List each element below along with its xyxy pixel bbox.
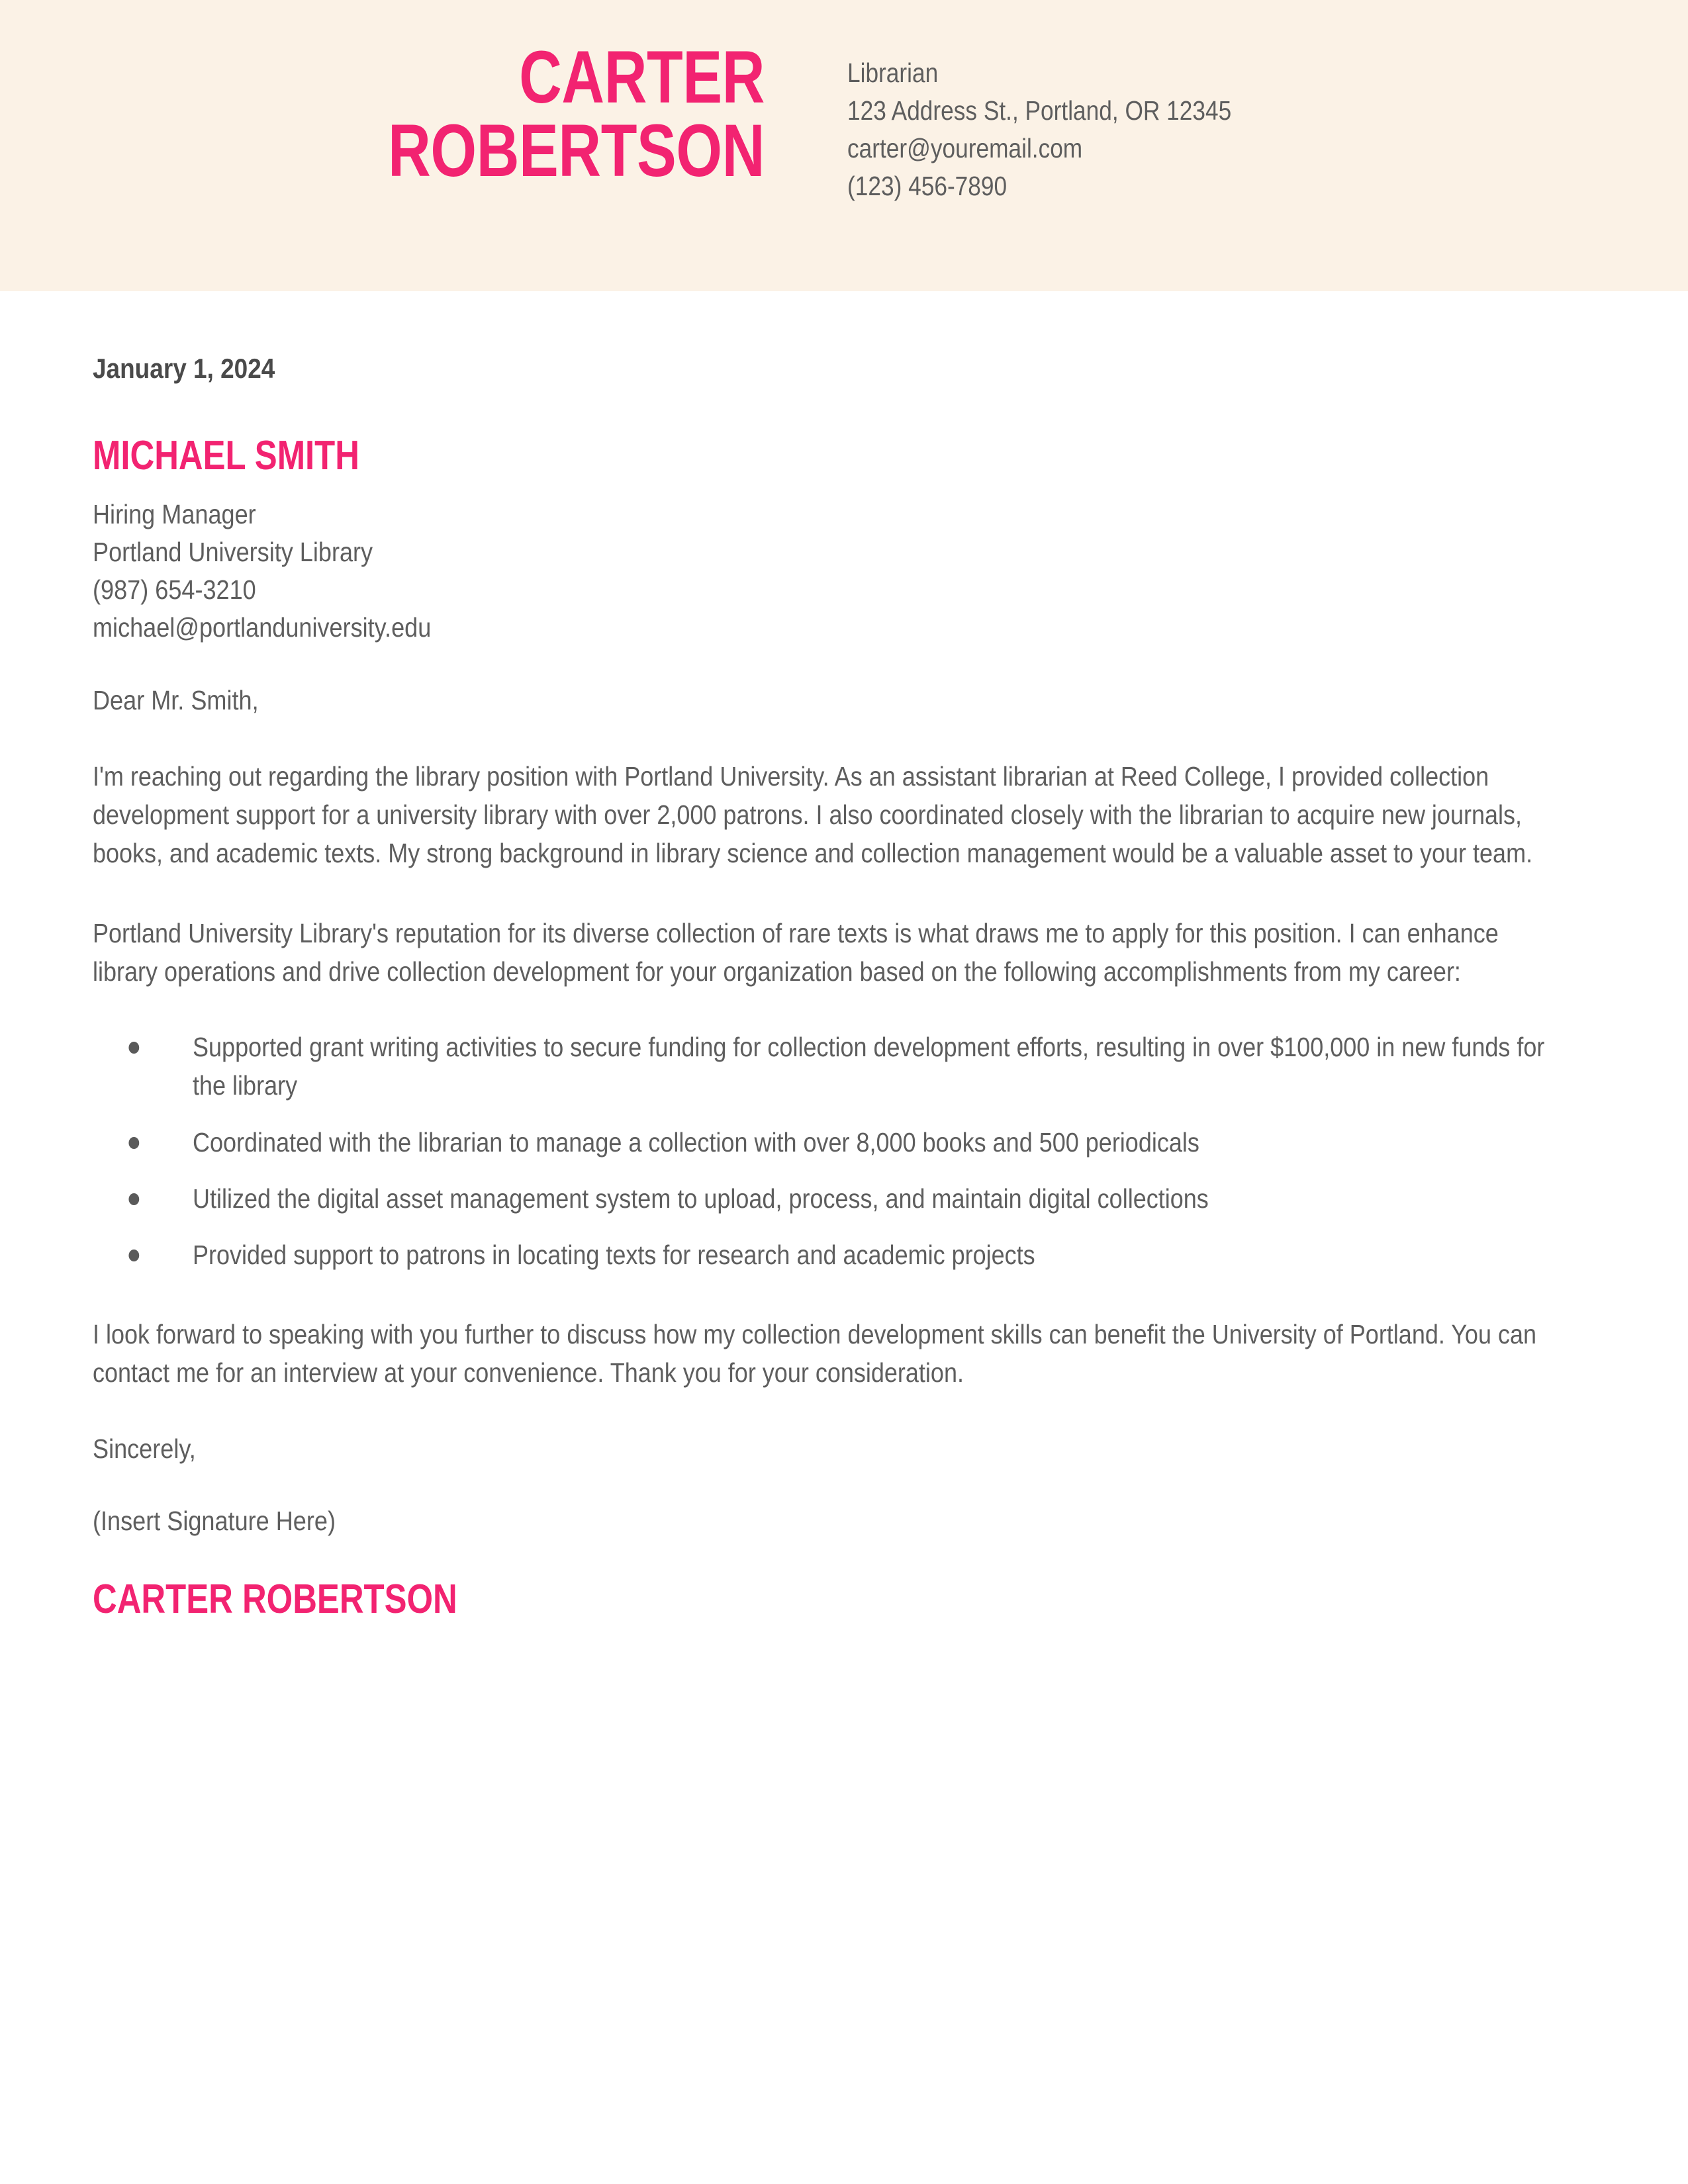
- letter-paragraph-3: I look forward to speaking with you further to discuss how my collection development skills can benefit the University of Portland. You can contact me for an interview at your convenience. Thank you for your consideration.: [93, 1319, 1537, 1388]
- applicant-name-block: [0, 0, 765, 192]
- bullet-dot-icon: [128, 1193, 139, 1205]
- bullet-dot-icon: [128, 1042, 139, 1054]
- list-item-text: Supported grant writing activities to secure funding for collection development efforts, resulting in over $100,000 in new funds for the library: [193, 1032, 1545, 1101]
- recipient-details: [93, 496, 1559, 647]
- accomplishments-list: [93, 1028, 1558, 1274]
- bullet-dot-icon: [128, 1137, 139, 1149]
- applicant-contact-block: [765, 0, 1294, 205]
- bullet-dot-icon: [128, 1250, 139, 1261]
- list-item-text: Utilized the digital asset management system to upload, process, and maintain digital collections: [193, 1183, 1209, 1214]
- list-item: [93, 1179, 1558, 1218]
- letter-body: [93, 291, 1559, 1621]
- list-item-text: Coordinated with the librarian to manage a collection with over 8,000 books and 500 periodicals: [193, 1126, 1199, 1158]
- letter-salutation: Dear Mr. Smith,: [93, 685, 259, 716]
- list-item: [93, 1236, 1558, 1274]
- list-item: [93, 1028, 1558, 1105]
- signature-placeholder: (Insert Signature Here): [93, 1505, 336, 1536]
- letter-date: January 1, 2024: [93, 353, 275, 384]
- recipient-name: MICHAEL SMITH: [93, 433, 359, 478]
- recipient-phone[interactable]: (987) 654-3210: [93, 574, 256, 606]
- applicant-job-title: Librarian: [847, 58, 939, 88]
- paragraph-2-wrap: [93, 914, 1558, 991]
- recipient-organization: Portland University Library: [93, 537, 373, 568]
- letter-sign-off: Sincerely,: [93, 1433, 196, 1464]
- applicant-address: 123 Address St., Portland, OR 12345: [847, 95, 1232, 126]
- paragraph-3-wrap: [93, 1315, 1558, 1392]
- recipient-title: Hiring Manager: [93, 499, 256, 530]
- list-item-text: Provided support to patrons in locating texts for research and academic projects: [193, 1240, 1035, 1270]
- paragraph-1-wrap: [93, 757, 1558, 873]
- applicant-last-name: ROBERTSON: [388, 109, 765, 192]
- header-content: [0, 0, 1688, 291]
- list-item: [93, 1123, 1558, 1161]
- applicant-phone[interactable]: (123) 456-7890: [847, 170, 1008, 201]
- applicant-first-name: CARTER: [519, 36, 765, 118]
- letter-paragraph-2: Portland University Library's reputation for its diverse collection of rare texts is what draws me to apply for this position. I can enhance library operations and drive collection development for your organization based on the following accomplishments from my career:: [93, 917, 1499, 987]
- applicant-email[interactable]: carter@youremail.com: [847, 132, 1083, 163]
- recipient-email[interactable]: michael@portlanduniversity.edu: [93, 612, 432, 643]
- header-band: [0, 0, 1688, 291]
- letter-paragraph-1: I'm reaching out regarding the library position with Portland University. As an assistant librarian at Reed College, I provided collection development support for a university library with over 2,000 patrons. I also coordinated closely with the librarian to acquire new journals, books, and academic texts. My strong background in library science and collection management would be a valuable asset to your team.: [93, 761, 1533, 869]
- signature-name: CARTER ROBERTSON: [93, 1576, 457, 1622]
